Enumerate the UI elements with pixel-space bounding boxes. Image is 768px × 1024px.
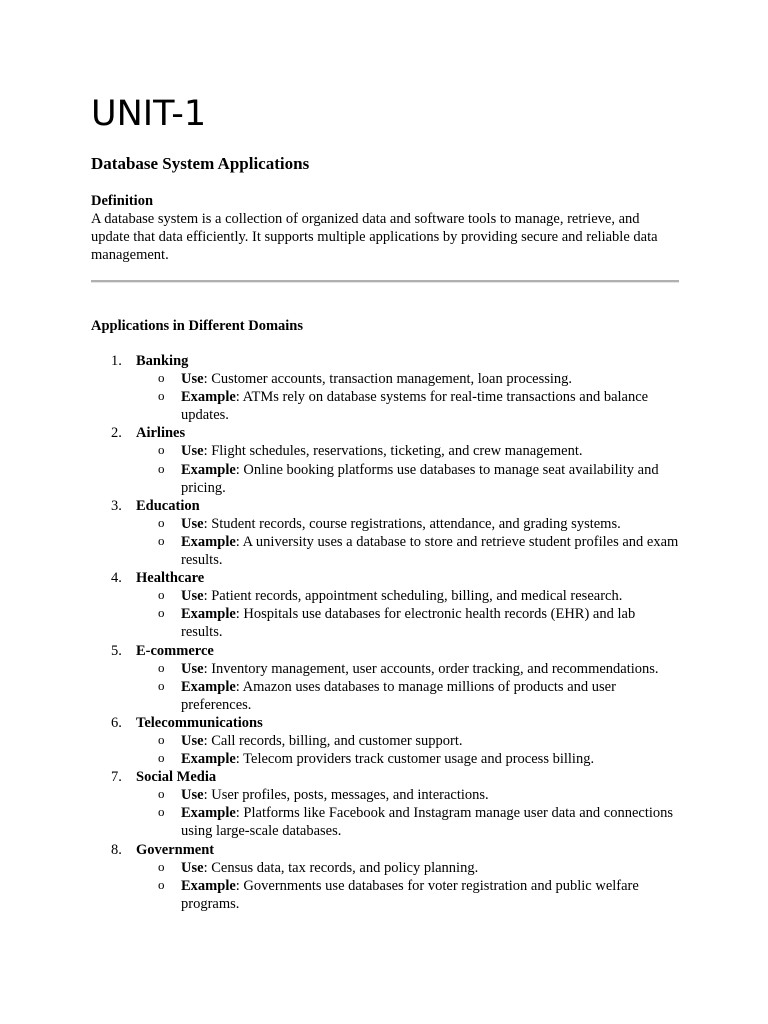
sub-list bbox=[136, 859, 679, 913]
applications-heading: Applications in Different Domains bbox=[91, 318, 304, 334]
use-text: : Census data, tax records, and policy planning. bbox=[203, 859, 479, 876]
list-item bbox=[91, 497, 679, 569]
bullet-icon: o bbox=[158, 442, 165, 458]
list-item-number: 8. bbox=[111, 841, 122, 858]
example-item bbox=[136, 804, 679, 840]
list-item-number: 3. bbox=[111, 497, 122, 514]
use-item bbox=[136, 786, 679, 804]
domain-name: Government bbox=[136, 841, 215, 858]
bullet-icon: o bbox=[158, 858, 165, 874]
domain-list bbox=[91, 352, 679, 913]
example-text: : ATMs rely on database systems for real-time transactions and balance updates. bbox=[181, 389, 649, 424]
use-label: Use bbox=[181, 787, 204, 804]
use-text: : Student records, course registrations, attendance, and grading systems. bbox=[203, 515, 621, 532]
domain-name: E-commerce bbox=[136, 642, 214, 659]
sub-list bbox=[136, 370, 679, 424]
sub-list bbox=[136, 786, 679, 840]
example-label: Example bbox=[181, 751, 236, 768]
example-label: Example bbox=[181, 877, 236, 894]
use-label: Use bbox=[181, 443, 204, 460]
bullet-icon: o bbox=[158, 388, 165, 404]
list-item bbox=[91, 768, 679, 840]
example-text: : Governments use databases for voter registration and public welfare programs. bbox=[181, 877, 639, 912]
use-item bbox=[136, 515, 679, 533]
sub-list bbox=[136, 732, 679, 768]
list-item bbox=[91, 642, 679, 714]
example-label: Example bbox=[181, 805, 236, 822]
use-label: Use bbox=[181, 371, 204, 388]
section-title: Database System Applications bbox=[91, 154, 310, 173]
bullet-icon: o bbox=[158, 514, 165, 530]
example-item bbox=[136, 750, 679, 768]
list-item-number: 7. bbox=[111, 769, 122, 786]
list-item-number: 1. bbox=[111, 353, 122, 369]
bullet-icon: o bbox=[158, 677, 165, 693]
domain-name: Education bbox=[136, 497, 200, 514]
use-label: Use bbox=[181, 515, 204, 532]
list-item bbox=[91, 424, 679, 496]
example-text: : Amazon uses databases to manage millions of products and user preferences. bbox=[181, 678, 616, 713]
example-label: Example bbox=[181, 389, 236, 406]
bullet-icon: o bbox=[158, 804, 165, 820]
sub-list bbox=[136, 515, 679, 569]
use-item bbox=[136, 732, 679, 750]
use-text: : Patient records, appointment scheduling, billing, and medical research. bbox=[203, 588, 623, 605]
bullet-icon: o bbox=[158, 659, 165, 675]
use-item bbox=[136, 442, 679, 460]
list-item-number: 4. bbox=[111, 570, 122, 587]
bullet-icon: o bbox=[158, 460, 165, 476]
example-item bbox=[136, 678, 679, 714]
example-label: Example bbox=[181, 533, 236, 550]
definition-text: A database system is a collection of organized data and software tools to manage, retrieve, and update that data efficiently. It supports multiple applications by providing secure and reliable data management. bbox=[91, 211, 658, 264]
sub-list bbox=[136, 442, 679, 496]
sub-list bbox=[136, 660, 679, 714]
bullet-icon: o bbox=[158, 876, 165, 892]
use-text: : User profiles, posts, messages, and interactions. bbox=[203, 787, 489, 804]
example-item bbox=[136, 533, 679, 569]
bullet-icon: o bbox=[158, 370, 165, 386]
use-label: Use bbox=[181, 588, 204, 605]
bullet-icon: o bbox=[158, 731, 165, 747]
domain-name: Telecommunications bbox=[136, 714, 263, 731]
sub-list bbox=[136, 587, 679, 641]
use-label: Use bbox=[181, 732, 204, 749]
horizontal-divider bbox=[91, 280, 679, 283]
example-text: : Online booking platforms use databases to manage seat availability and pricing. bbox=[181, 461, 659, 496]
list-item-number: 5. bbox=[111, 642, 122, 659]
list-item bbox=[91, 841, 679, 913]
bullet-icon: o bbox=[158, 786, 165, 802]
domain-name: Banking bbox=[136, 353, 189, 369]
domain-name: Social Media bbox=[136, 769, 217, 786]
definition-heading: Definition bbox=[91, 193, 154, 209]
list-item bbox=[91, 569, 679, 641]
example-label: Example bbox=[181, 461, 236, 478]
example-text: : A university uses a database to store and retrieve student profiles and exam results. bbox=[181, 533, 679, 569]
example-label: Example bbox=[181, 678, 236, 695]
domain-name: Airlines bbox=[136, 425, 186, 442]
example-label: Example bbox=[181, 606, 236, 623]
bullet-icon: o bbox=[158, 587, 165, 603]
example-text: : Hospitals use databases for electronic health records (EHR) and lab results. bbox=[181, 606, 636, 641]
unit-title: UNIT-1 bbox=[91, 94, 207, 134]
use-item bbox=[136, 660, 679, 678]
bullet-icon: o bbox=[158, 605, 165, 621]
bullet-icon: o bbox=[158, 532, 165, 548]
example-text: : Telecom providers track customer usage and process billing. bbox=[235, 751, 595, 768]
use-label: Use bbox=[181, 660, 204, 677]
use-text: : Inventory management, user accounts, order tracking, and recommendations. bbox=[203, 660, 659, 677]
example-text: : Platforms like Facebook and Instagram manage user data and connections using large-scale databases. bbox=[181, 805, 674, 840]
use-text: : Flight schedules, reservations, ticketing, and crew management. bbox=[203, 443, 583, 460]
use-text: : Customer accounts, transaction management, loan processing. bbox=[203, 371, 573, 388]
domain-name: Healthcare bbox=[136, 570, 205, 587]
example-item bbox=[136, 605, 679, 641]
list-item bbox=[91, 352, 679, 424]
use-text: : Call records, billing, and customer support. bbox=[203, 732, 463, 749]
use-item bbox=[136, 587, 679, 605]
list-item bbox=[91, 714, 679, 768]
list-item-number: 2. bbox=[111, 425, 122, 442]
example-item bbox=[136, 388, 679, 424]
example-item bbox=[136, 461, 679, 497]
bullet-icon: o bbox=[158, 750, 165, 766]
use-item bbox=[136, 370, 679, 388]
use-item bbox=[136, 859, 679, 877]
use-label: Use bbox=[181, 859, 204, 876]
list-item-number: 6. bbox=[111, 714, 122, 731]
example-item bbox=[136, 877, 679, 913]
